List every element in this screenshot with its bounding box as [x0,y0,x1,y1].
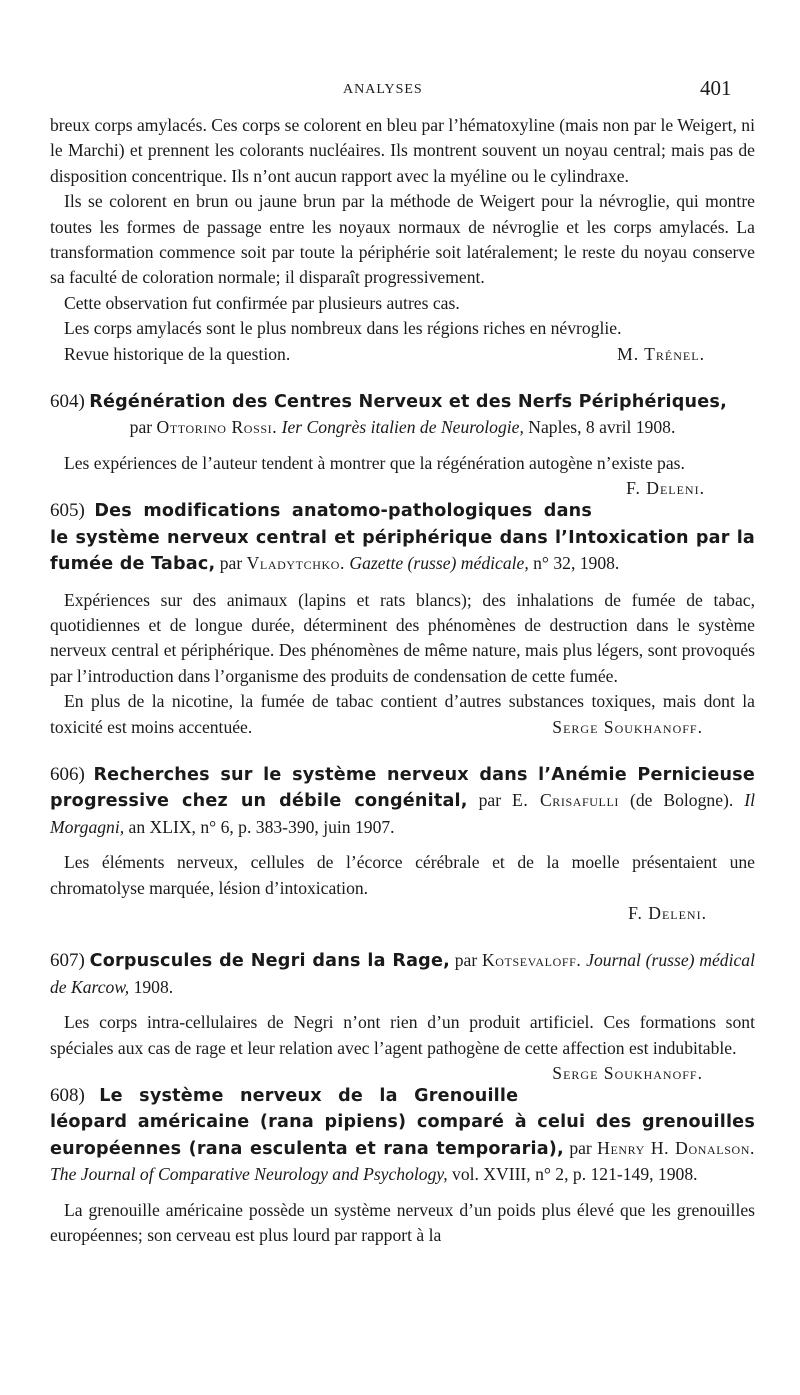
entry-title: Régénération des Centres Nerveux et des Nerfs Périphériques, [89,392,727,413]
entry-details: n° 32, 1908. [533,553,620,574]
signature: F. Deleni. [626,478,705,499]
entry-details: an XLIX, n° 6, p. 383-390, juin 1907. [128,816,395,837]
entry-heading [50,389,755,415]
entry-608 [50,1083,755,1248]
continuation-paragraph: breux corps amylacés. Ces corps se colorent en bleu par l’hématoxyline (mais non par le Weigert, ni le Marchi) et prennent les colorants nucléaires. Ils montrent souvent un noyau central; mais pas de disposition concentrique. Ils n’ont aucun rapport avec la myéline ou le cylindraxe. [50,115,755,186]
entry-heading [50,498,755,577]
citation-par: par [219,553,243,574]
entry-author: Vladytchko. [246,553,345,574]
entry-author: Henry H. Donalson. [597,1137,755,1158]
entry-journal: Ier Congrès italien de Neurologie, [281,417,524,438]
entry-607 [50,948,755,1083]
continuation-paragraph: Les corps amylacés sont le plus nombreux dans les régions riches en névroglie. [64,318,622,339]
entry-details: 1908. [133,976,174,997]
citation-par: par [569,1137,592,1158]
entry-number: 608) [50,1085,85,1106]
entry-title: Le système nerveux de la Grenouille léopard américaine (rana pipiens) comparé à celui des grenouilles européennes (rana esculenta et rana temporaria), [50,1086,755,1159]
entry-paragraph-text: Les corps intra-cellulaires de Negri n’ont rien d’un produit artificiel. Ces formations sont spéciales aux cas de rage et leur relation avec l’agent pathogène de cette affection est indubitable. [50,1012,755,1058]
continuation-paragraph: Ils se colorent en brun ou jaune brun par la méthode de Weigert pour la névroglie, qui montre toutes les formes de passage entre les noyaux normaux de névroglie et les corps amylacés. La transformation commence soit par toute la périphérie soit latéralement; le reste du noyau conserve sa faculté de coloration normale; il disparaît progressivement. [50,191,755,288]
entry-number: 607) [50,950,85,972]
entry-605 [50,498,755,740]
entry-paragraph: Les éléments nerveux, cellules de l’écorce cérébrale et de la moelle présentaient une chromatolyse marquée, lésion d’intoxication. [50,852,755,898]
running-title: ANALYSES [343,82,423,97]
continuation-last-line [50,342,755,367]
entry-details: vol. XVIII, n° 2, p. 121-149, 1908. [452,1164,698,1185]
entry-paragraph [50,1010,755,1083]
signature: Serge Soukhanoff. [552,716,703,737]
entry-paragraph [50,689,755,740]
entry-paragraph-text: Les expériences de l’auteur tendent à montrer que la régénération autogène n’existe pas. [64,452,685,473]
citation-par: par [478,790,502,811]
entry-author: Kotsevaloff. [481,950,582,971]
page-header [0,76,800,104]
entry-journal: Il Morgagni, [50,790,755,837]
entry-paragraph: Expériences sur des animaux (lapins et rats blancs); des inhalations de fumée de tabac, quotidiennes et de longue durée, déterminent des phénomènes de destruction dans le système nerveux central et périphérique. Des phénomènes de même nature, mais plus légers, sont provoqués par l’introduction dans l’organisme des produits de condensation de cette fumée. [50,589,755,686]
entry-author: E. Crisafulli [512,790,620,811]
entry-details: Naples, 8 avril 1908. [528,417,676,438]
entry-paragraph-text: En plus de la nicotine, la fumée de tabac contient d’autres substances toxiques, mais dont la toxicité est moins accentuée. [50,691,755,737]
entry-606 [50,762,755,926]
entry-paragraph [50,451,755,499]
entry-title: Corpuscules de Negri dans la Rage, [89,951,450,972]
entry-title: Recherches sur le système nerveux dans l’Anémie Pernicieuse progressive chez un débile congénital, [50,764,755,812]
entry-heading [50,1083,755,1188]
entry-journal: The Journal of Comparative Neurology and Psychology, [50,1164,448,1185]
entry-citation [50,415,755,440]
continuation-last-text: Revue historique de la question. [64,343,291,364]
continuation-paragraph: Cette observation fut confirmée par plusieurs autres cas. [64,292,460,313]
entry-journal: Gazette (russe) médicale, [349,553,529,574]
entry-journal: Journal (russe) médical de Karcow, [50,950,755,997]
entry-paragraph: La grenouille américaine possède un système nerveux d’un poids plus élevé que les grenouilles européennes; son cerveau est plus lourd par rapport à la [50,1199,755,1246]
citation-par: par [454,950,478,971]
entry-heading [50,762,755,840]
entry-604 [50,389,755,499]
citation-par: par [129,417,153,438]
signature: F. Deleni. [628,902,707,923]
page-body [50,113,755,1248]
entry-heading [50,948,755,1000]
entry-author: Ottorino Rossi. [156,417,278,438]
entry-number: 604) [50,391,85,413]
entry-number: 605) [50,500,85,522]
entry-number: 606) [50,763,85,785]
entry-author-note: (de Bologne). [629,790,734,811]
entry-title: Des modifications anatomo-pathologiques dans le système nerveux central et périphérique dans l’Intoxication par la fumée de Tabac, [50,501,755,575]
signature: M. Trénel. [617,343,705,364]
signature: Serge Soukhanoff. [552,1063,703,1083]
page-number: 401 [700,76,732,100]
